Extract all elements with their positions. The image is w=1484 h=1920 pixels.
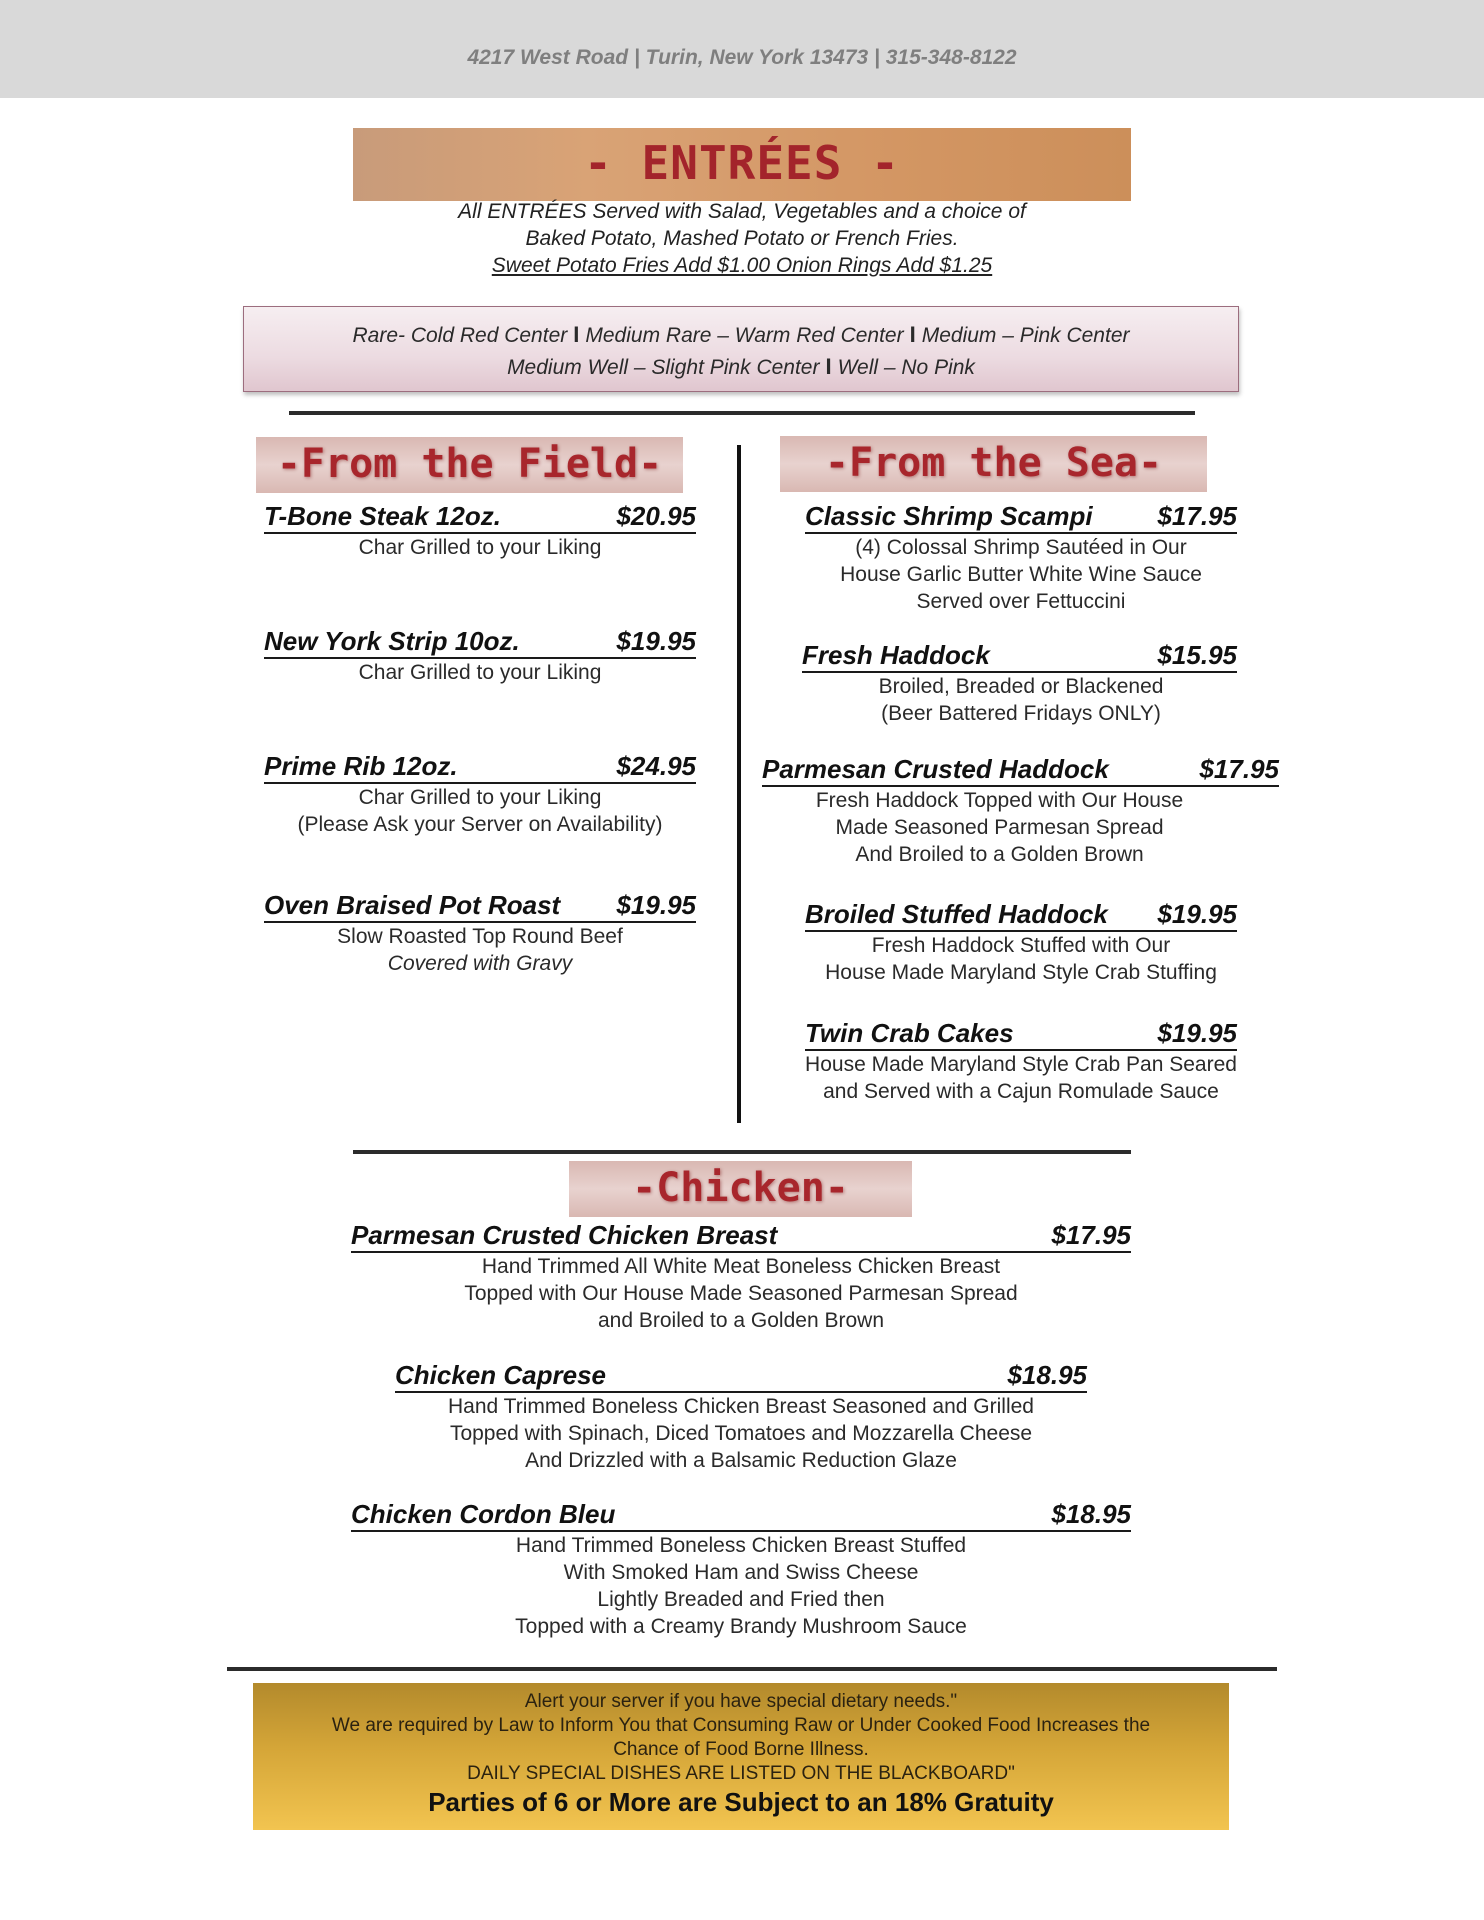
item-description: Hand Trimmed All White Meat Boneless Chicken Breast [481, 1255, 1001, 1278]
item-name: New York Strip 10oz. [264, 626, 520, 656]
item-description: Char Grilled to your Liking [358, 786, 602, 809]
dietary-notice: Alert your server if you have special dietary needs." [524, 1691, 958, 1712]
doneness-rare: Rare- Cold Red Center [352, 324, 568, 347]
menu-item [805, 502, 1237, 615]
item-description: Served over Fettuccini [916, 590, 1126, 613]
item-description: House Made Maryland Style Crab Stuffing [825, 961, 1217, 984]
item-description: Topped with Our House Made Seasoned Parmesan Spread [464, 1282, 1018, 1305]
item-description: Topped with a Creamy Brandy Mushroom Sauce [515, 1615, 967, 1638]
item-description: Char Grilled to your Liking [358, 661, 602, 684]
sea-section-title: -From the Sea- [824, 440, 1163, 486]
item-description: Lightly Breaded and Fried then [597, 1588, 885, 1611]
menu-item [351, 1500, 1131, 1640]
footer-notice [253, 1683, 1229, 1830]
column-divider [737, 445, 741, 1123]
daily-specials-note: DAILY SPECIAL DISHES ARE LISTED ON THE BLACKBOARD" [467, 1763, 1015, 1784]
item-description: Hand Trimmed Boneless Chicken Breast Stuffed [515, 1534, 967, 1557]
doneness-guide [243, 306, 1239, 392]
menu-item [805, 900, 1237, 986]
doneness-medium: Medium – Pink Center [921, 324, 1130, 347]
item-price: $17.95 [1051, 1220, 1131, 1250]
item-description: And Drizzled with a Balsamic Reduction Glaze [525, 1449, 957, 1472]
item-name: T-Bone Steak 12oz. [264, 501, 501, 531]
item-description: House Made Maryland Style Crab Pan Seared [805, 1053, 1237, 1076]
divider [353, 1150, 1131, 1154]
field-section-title: -From the Field- [276, 441, 663, 487]
item-description: and Broiled to a Golden Brown [597, 1309, 884, 1332]
item-price: $24.95 [616, 751, 696, 781]
menu-item [264, 502, 696, 561]
item-price: $17.95 [1157, 501, 1237, 531]
item-name: Chicken Cordon Bleu [351, 1499, 616, 1529]
item-description: Slow Roasted Top Round Beef [337, 925, 623, 948]
item-name: Parmesan Crusted Chicken Breast [351, 1220, 778, 1250]
menu-item [762, 755, 1279, 868]
item-price: $19.95 [616, 626, 696, 656]
item-price: $19.95 [616, 890, 696, 920]
menu-item [805, 1019, 1237, 1105]
doneness-medium-rare: Medium Rare – Warm Red Center [585, 324, 904, 347]
address-bar [0, 0, 1484, 98]
item-description: And Broiled to a Golden Brown [855, 843, 1144, 866]
doneness-separator: I [825, 354, 832, 379]
item-description: House Garlic Butter White Wine Sauce [840, 563, 1202, 586]
entrees-title: - ENTRÉES - [584, 136, 900, 190]
item-description: Covered with Gravy [387, 952, 573, 975]
field-section-header [256, 437, 683, 493]
item-price: $19.95 [1157, 1018, 1237, 1048]
entrees-banner [353, 128, 1131, 201]
item-description: (Please Ask your Server on Availability) [297, 813, 663, 836]
menu-item [395, 1361, 1087, 1474]
item-price: $17.95 [1199, 754, 1279, 784]
doneness-well: Well – No Pink [837, 356, 975, 379]
doneness-row [244, 354, 1238, 380]
menu-item [351, 1221, 1131, 1334]
doneness-medium-well: Medium Well – Slight Pink Center [507, 356, 820, 379]
item-name: Fresh Haddock [802, 640, 990, 670]
item-price: $20.95 [616, 501, 696, 531]
item-name: Oven Braised Pot Roast [264, 890, 561, 920]
item-description: (Beer Battered Fridays ONLY) [881, 702, 1161, 725]
intro-line: Baked Potato, Mashed Potato or French Fries. [525, 227, 959, 250]
item-description: Made Seasoned Parmesan Spread [835, 816, 1164, 839]
doneness-row [244, 322, 1238, 348]
gratuity-notice: Parties of 6 or More are Subject to an 18% Gratuity [428, 1787, 1054, 1817]
item-price: $18.95 [1051, 1499, 1131, 1529]
item-price: $15.95 [1157, 640, 1237, 670]
item-name: Classic Shrimp Scampi [805, 501, 1093, 531]
item-name: Broiled Stuffed Haddock [805, 899, 1108, 929]
doneness-separator: I [909, 322, 916, 347]
chicken-section-header [569, 1161, 912, 1217]
raw-food-warning: Chance of Food Borne Illness. [613, 1739, 869, 1760]
entrees-intro [353, 198, 1131, 279]
item-description: Hand Trimmed Boneless Chicken Breast Seasoned and Grilled [448, 1395, 1034, 1418]
intro-addons: Sweet Potato Fries Add $1.00 Onion Rings Add $1.25 [491, 254, 993, 277]
menu-item [264, 627, 696, 686]
item-description: Fresh Haddock Stuffed with Our [871, 934, 1171, 957]
item-name: Prime Rib 12oz. [264, 751, 458, 781]
item-price: $19.95 [1157, 899, 1237, 929]
chicken-section-title: -Chicken- [632, 1165, 849, 1211]
item-description: Broiled, Breaded or Blackened [878, 675, 1164, 698]
sea-section-header [780, 436, 1207, 492]
item-name: Parmesan Crusted Haddock [762, 754, 1109, 784]
item-description: With Smoked Ham and Swiss Cheese [563, 1561, 919, 1584]
intro-line: All ENTRÉES Served with Salad, Vegetables and a choice of [458, 200, 1026, 223]
item-description: and Served with a Cajun Romulade Sauce [823, 1080, 1219, 1103]
item-description: Fresh Haddock Topped with Our House [815, 789, 1184, 812]
doneness-separator: I [573, 322, 580, 347]
menu-item [264, 752, 696, 838]
divider [289, 411, 1195, 415]
item-name: Chicken Caprese [395, 1360, 606, 1390]
item-name: Twin Crab Cakes [805, 1018, 1014, 1048]
divider [227, 1667, 1277, 1671]
menu-item [264, 891, 696, 977]
item-description: Char Grilled to your Liking [358, 536, 602, 559]
restaurant-address: 4217 West Road | Turin, New York 13473 | 315-348-8122 [467, 46, 1017, 69]
item-description: (4) Colossal Shrimp Sautéed in Our [855, 536, 1187, 559]
menu-item [802, 641, 1237, 727]
item-description: Topped with Spinach, Diced Tomatoes and Mozzarella Cheese [449, 1422, 1033, 1445]
item-price: $18.95 [1007, 1360, 1087, 1390]
raw-food-warning: We are required by Law to Inform You that Consuming Raw or Under Cooked Food Increases the [331, 1715, 1151, 1736]
